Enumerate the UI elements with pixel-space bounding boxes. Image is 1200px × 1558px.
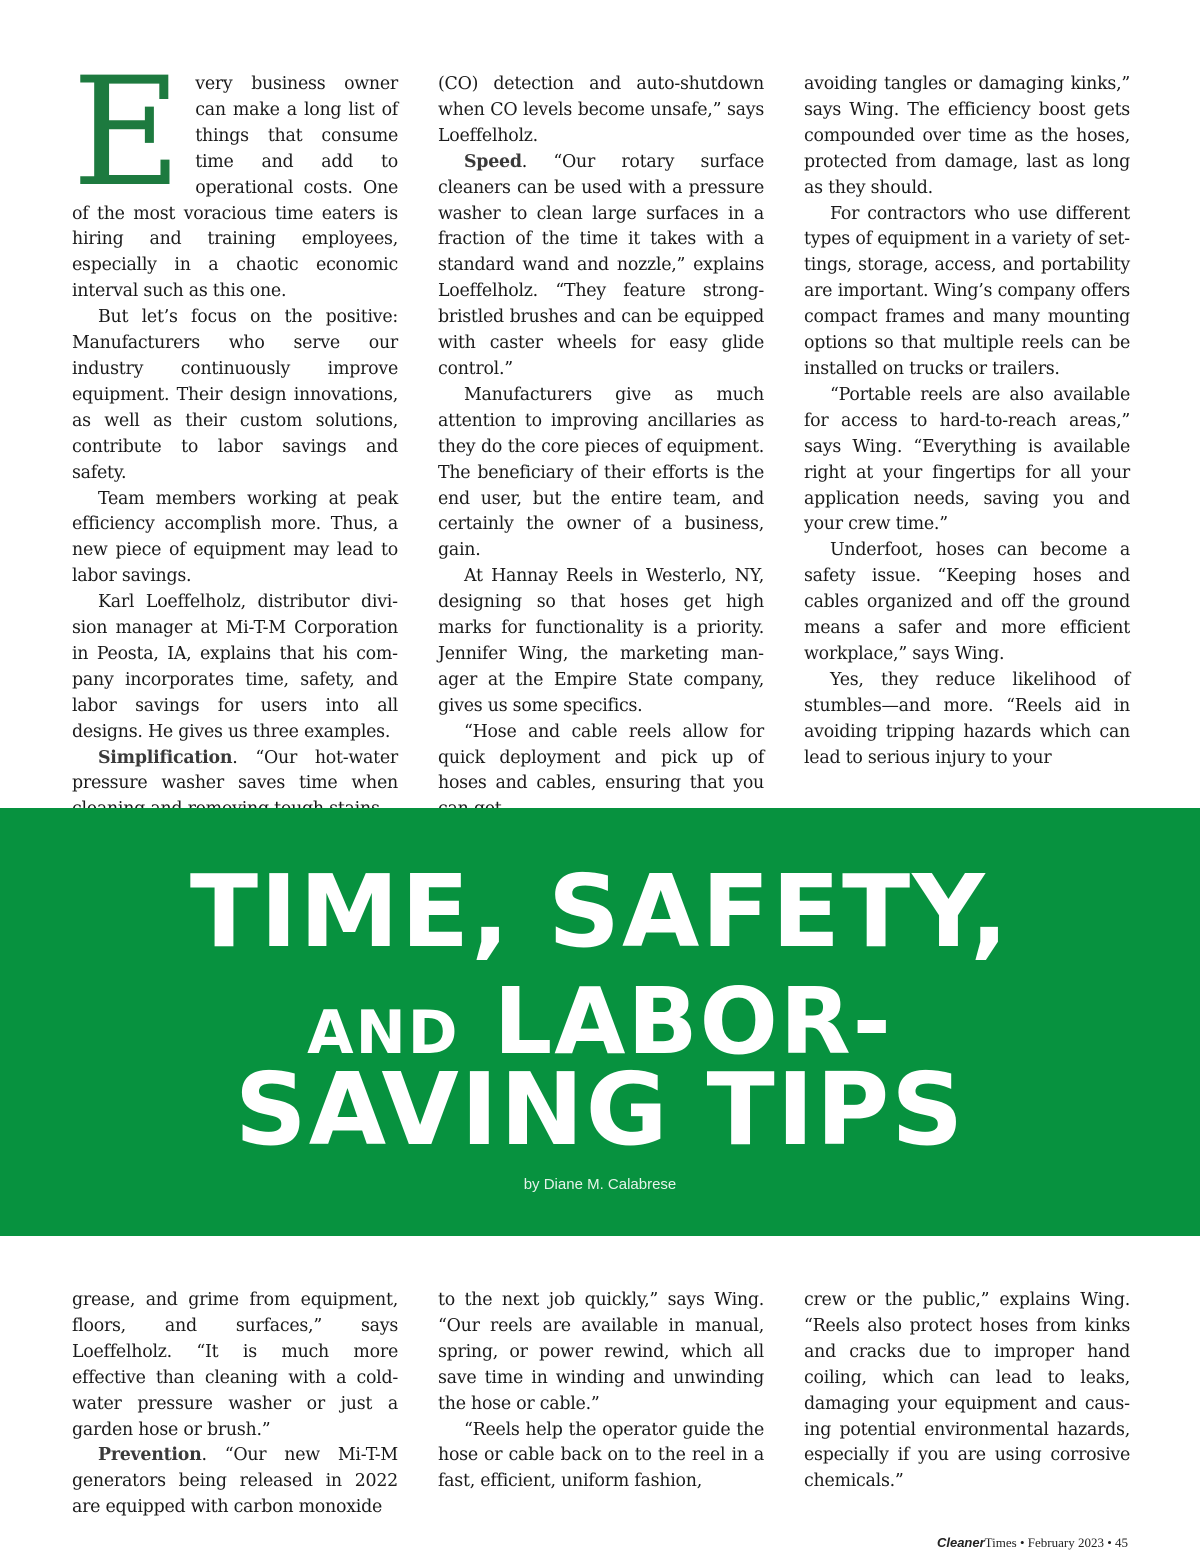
paragraph: (CO) detection and auto-shutdown when CO levels become unsafe,” says Loeffelholz.: [438, 74, 764, 146]
drop-cap: E: [72, 46, 182, 220]
bottom-column-1: [72, 1288, 398, 1521]
byline: by Diane M. Calabrese: [523, 1176, 677, 1193]
page-footer: [937, 1535, 1128, 1551]
paragraph: very business owner can make a long list of things that consume time and add to operational costs. One of the most voracious time eaters is hiring and training employees, especially in a chaotic economic interval such as this one.: [72, 74, 398, 302]
paragraph: Karl Loeffelholz, distributor division manager at Mi-T-M Corporation in Peosta, IA, explains that his company incorporates time, safety, and labor savings for users into all designs. He gives us three examples.: [72, 592, 398, 742]
paragraph-text: . “Our new Mi-T-M generators being released in 2022 are equipped with carbon monoxide: [72, 1445, 398, 1518]
subhead-speed: Speed: [464, 151, 522, 172]
paragraph: [72, 1443, 398, 1521]
paragraph: Underfoot, hoses can become a safety issue. “Keeping hoses and cables organized and off the ground means a safer and more efficient workplace,” says Wing.: [804, 540, 1130, 664]
footer-magazine: Times: [984, 1535, 1017, 1550]
page-number: 45: [1115, 1535, 1128, 1550]
paragraph: avoiding tangles or damaging kinks,” says Wing. The efficiency boost gets compounded over time as the hoses, protected from damage, last as long as they should.: [804, 74, 1130, 198]
subhead-prevention: Prevention: [98, 1445, 202, 1466]
paragraph: [438, 150, 764, 383]
paragraph-text: . “Our hot-water pressure washer saves time when: [72, 747, 398, 794]
bottom-column-2: [438, 1288, 764, 1495]
top-column-1: [72, 46, 398, 823]
paragraph: Manufacturers give as much attention to improving ancillaries as they do the core pieces of equipment. The beneficiary of their efforts is the end user, but the entire team, and certainly the owner of a business, gain.: [438, 384, 764, 561]
headline-line-1: TIME, SAFETY,: [189, 853, 1011, 970]
paragraph: to the next job quickly,” says Wing. “Our reels are available in manual, spring, or power rewind, which all save time in winding and unwinding the hose or cable.”: [438, 1290, 764, 1414]
top-column-2: [438, 72, 764, 823]
top-column-3: [804, 72, 1130, 771]
paragraph: Team members working at peak efficiency accomplish more. Thus, a new piece of equipment may lead to labor savings.: [72, 488, 398, 587]
paragraph: “Hose and cable reels allow for quick deployment and pick up of hoses and cables, ensuring that you: [438, 721, 764, 794]
paragraph: “Portable reels are also available for access to hard-to-reach areas,” says Wing. “Everything is available right at your fingertips for all your application needs, saving you and your crew time.”: [804, 384, 1130, 535]
paragraph: grease, and grime from equipment, floors, and surfaces,” says Loeffelholz. “It is much more effective than cleaning with a cold-water pressure washer or just a garden hose or brush.”: [72, 1290, 398, 1440]
paragraph: “Reels help the operator guide the hose or cable back on to the reel in a fast, efficient, uniform fashion,: [438, 1419, 764, 1492]
subhead-simplification: Simplification: [98, 747, 233, 768]
paragraph: Yes, they reduce likelihood of stumbles—and more. “Reels aid in avoiding tripping hazards which can lead to serious injury to your: [804, 669, 1130, 768]
paragraph: crew or the public,” explains Wing. “Reels also protect hoses from kinks and cracks due to improper hand coiling, which can lead to leaks, damaging your equipment and causing potential environmental hazards, especially if you are using corrosive chemicals.”: [804, 1290, 1130, 1492]
footer-issue: • February 2023 •: [1016, 1535, 1115, 1550]
headline-and: AND: [307, 998, 460, 1068]
paragraph: At Hannay Reels in Westerlo, NY, designing so that hoses get high marks for functionality is a priority. Jennifer Wing, the marketing manager at the Empire State company, gives us some specifics.: [438, 566, 764, 716]
headline-line-3: SAVING TIPS: [234, 1051, 966, 1168]
bottom-column-3: [804, 1288, 1130, 1495]
headline-labor: LABOR-: [493, 968, 893, 1075]
paragraph: But let’s focus on the positive: Manufacturers who serve our industry continuously improve equipment. Their design innovations, as well as their custom solutions, contribute to labor savings and safety.: [72, 307, 398, 483]
paragraph: For contractors who use different types of equipment in a variety of settings, storage, access, and portability are important. Wing’s company offers compact frames and many mounting options so that multiple reels can be installed on trucks or trailers.: [804, 203, 1130, 379]
paragraph-text: . “Our rotary surface cleaners can be used with a pressure washer to clean large surfaces in a fraction of the time it takes with a standard wand and nozzle,” explains Loeffelholz. “They feature strong-bristled brushes and can be equipped with caster wheels for easy glide control.”: [438, 151, 764, 379]
footer-brand: Cleaner: [936, 1535, 985, 1550]
